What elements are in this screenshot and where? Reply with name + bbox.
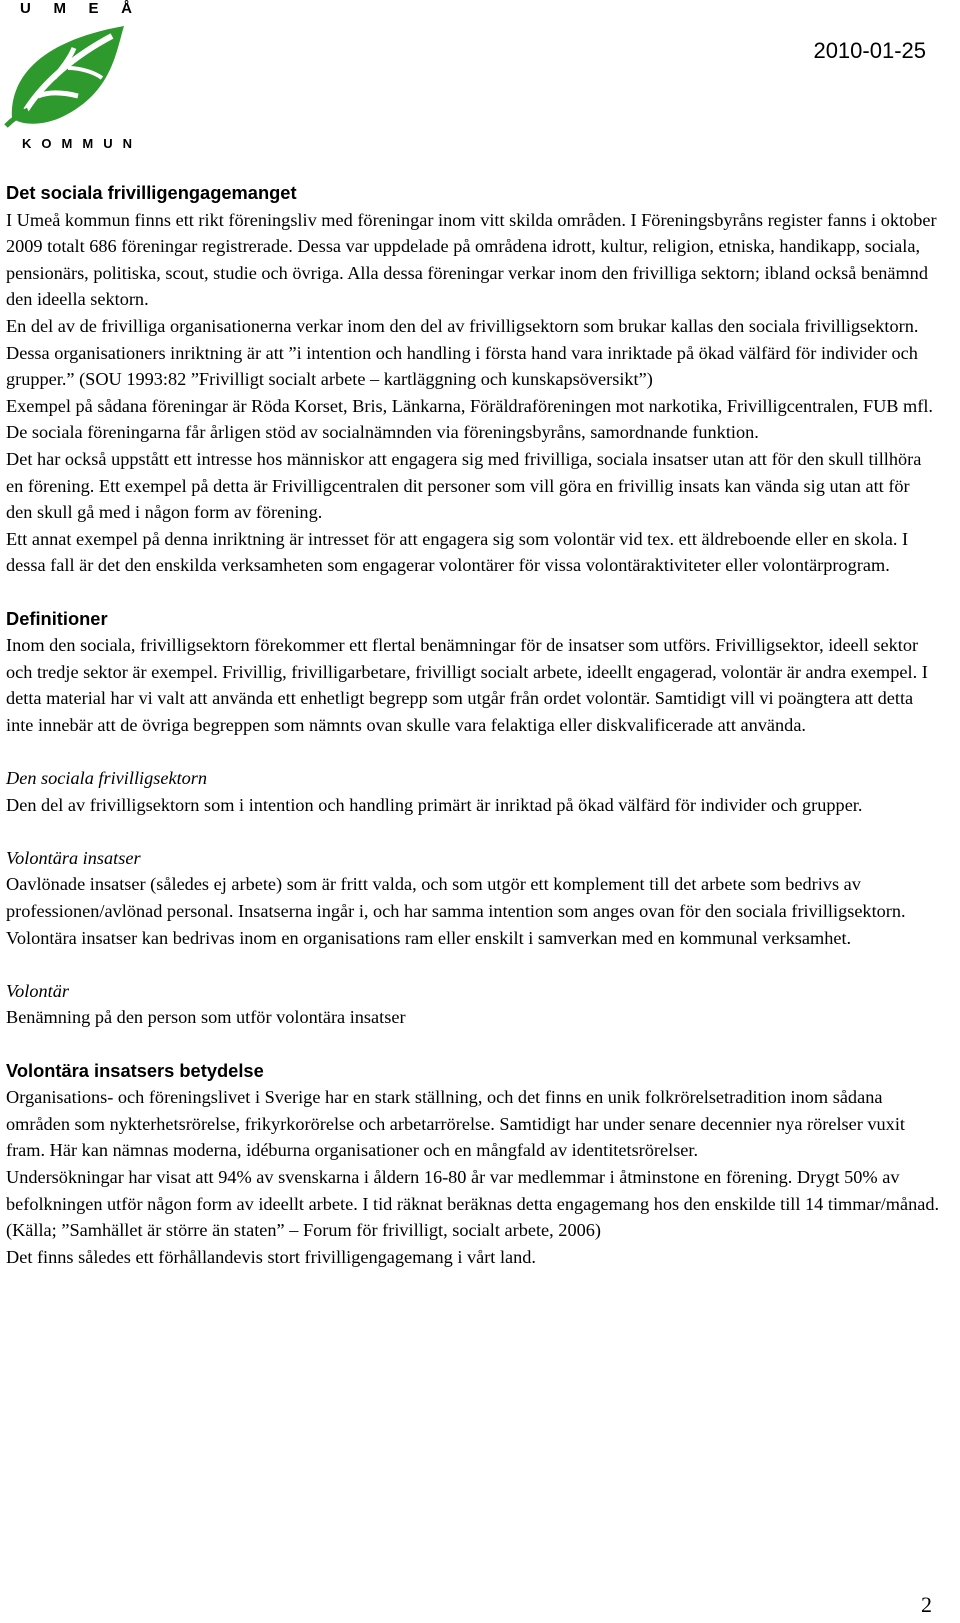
definition-term: Volontära insatser xyxy=(6,847,141,868)
section-heading: Det sociala frivilligengagemanget xyxy=(6,182,297,203)
paragraph: I Umeå kommun finns ett rikt föreningsliv med föreningar inom vitt skilda områden. I Föreningsbyråns register fanns i oktober 2009 totalt 686 föreningar registrerade. Dessa var uppdelade på områdena idrott, kultur, religion, etniska, handikapp, sociala, pensionärs, politiska, scout, studie och övriga. Alla dessa föreningar verkar inom den frivilliga sektorn; ibland också benämnd den ideella sektorn. xyxy=(6,209,937,310)
paragraph: Det finns således ett förhållandevis stort frivilligengagemang i vårt land. xyxy=(6,1246,537,1267)
logo-letter: M xyxy=(61,136,73,151)
section-heading: Definitioner xyxy=(6,607,108,629)
logo-letter: K xyxy=(22,136,32,151)
section-heading: Volontära insatsers betydelse xyxy=(6,1059,264,1081)
logo-letter: E xyxy=(88,0,99,17)
logo-letter: O xyxy=(41,136,52,151)
logo-top-lettering xyxy=(20,0,132,22)
spacer xyxy=(6,818,940,845)
logo-letter: M xyxy=(82,136,94,151)
paragraph: Exempel på sådana föreningar är Röda Korset, Bris, Länkarna, Föräldraföreningen mot narkotika, Frivilligcentralen, FUB mfl. De sociala föreningarna får årligen stöd av socialnämnden via föreningsbyråns, samordnande funktion. xyxy=(6,395,933,443)
leaf-icon xyxy=(4,22,136,134)
paragraph: Det har också uppstått ett intresse hos människor att engagera sig med frivilliga, sociala insatser utan att för den skull tillhöra en förening. Ett exempel på detta är Frivilligcentralen dit personer som vill göra en frivillig insats kan vända sig utan att för den skull gå med i någon form av förening. xyxy=(6,448,922,523)
logo-letter: U xyxy=(20,0,31,17)
logo-letter: M xyxy=(53,0,66,17)
paragraph: Undersökningar har visat att 94% av svenskarna i åldern 16-80 år var medlemmar i åtminstone en förening. Drygt 50% av befolkningen utför någon form av ideellt arbete. I tid räknat beräknas detta engagemang hos den enskilde till 14 timmar/månad. (Källa; ”Samhället är större än staten” – Forum för frivilligt, socialt arbete, 2006) xyxy=(6,1166,940,1241)
logo-letter: Å xyxy=(121,0,132,17)
spacer xyxy=(6,1031,940,1058)
paragraph: Inom den sociala, frivilligsektorn förekommer ett flertal benämningar för de insatser som utförs. Frivilligsektor, ideell sektor och tredje sektor är exempel. Frivillig, frivilligarbetare, frivilligt socialt arbete, ideellt engagerad, volontär är andra exempel. I detta material har vi valt att använda ett enhetligt begrepp som utgår från ordet volontär. Samtidigt vill vi poängtera att detta inte innebär att de övriga begreppen som nämnts ovan skulle vara felaktiga eller diskvalificerade att använda. xyxy=(6,635,928,735)
definition-text: Oavlönade insatser (således ej arbete) som är fritt valda, och som utgör ett komplement till det arbete som bedrivs av professionen/avlönad personal. Insatserna ingår i, och har samma intention som anges ovan för den sociala frivilligsektorn. Volontära insatser kan bedrivas inom en organisations ram eller enskilt i samverkan med en kommunal verksamhet. xyxy=(6,874,906,948)
logo-bottom-lettering xyxy=(22,136,132,154)
page-number: 2 xyxy=(921,1592,932,1617)
logo-letter: N xyxy=(122,136,132,151)
spacer xyxy=(6,579,940,606)
paragraph: Ett annat exempel på denna inriktning är intresset för att engagera sig som volontär vid tex. ett äldreboende eller en skola. I dessa fall är det den enskilda verksamheten som engagerar volontärer för vissa volontäraktiviteter eller volontärprogram. xyxy=(6,528,909,576)
definition-term: Volontär xyxy=(6,980,69,1001)
logo-letter: U xyxy=(103,136,113,151)
paragraph: En del av de frivilliga organisationerna verkar inom den del av frivilligsektorn som brukar kallas den sociala frivilligsektorn. Dessa organisationers inriktning är att ”i intention och handling i första hand vara inriktade på ökad välfärd för individer och grupper.” (SOU 1993:82 ”Frivilligt socialt arbete – kartläggning och kunskapsöversikt”) xyxy=(6,315,919,390)
definition-term: Den sociala frivilligsektorn xyxy=(6,768,208,789)
definition-text: Benämning på den person som utför volontära insatser xyxy=(6,1007,406,1028)
spacer xyxy=(6,738,940,765)
document-date: 2010-01-25 xyxy=(813,38,926,63)
document-body xyxy=(6,180,940,1270)
paragraph: Organisations- och föreningslivet i Sverige har en stark ställning, och det finns en unik folkrörelsetradition inom sådana områden som nykterhetsrörelse, frikyrkorörelse och arbetarrörelse. Samtidigt har under senare decennier nya rörelser vuxit fram. Här kan nämnas moderna, idéburna organisationer och en mångfald av identitetsrörelser. xyxy=(6,1087,905,1161)
spacer xyxy=(6,951,940,978)
definition-text: Den del av frivilligsektorn som i intention och handling primärt är inriktad på ökad välfärd för individer och grupper. xyxy=(6,794,863,815)
umea-kommun-logo xyxy=(4,0,136,156)
